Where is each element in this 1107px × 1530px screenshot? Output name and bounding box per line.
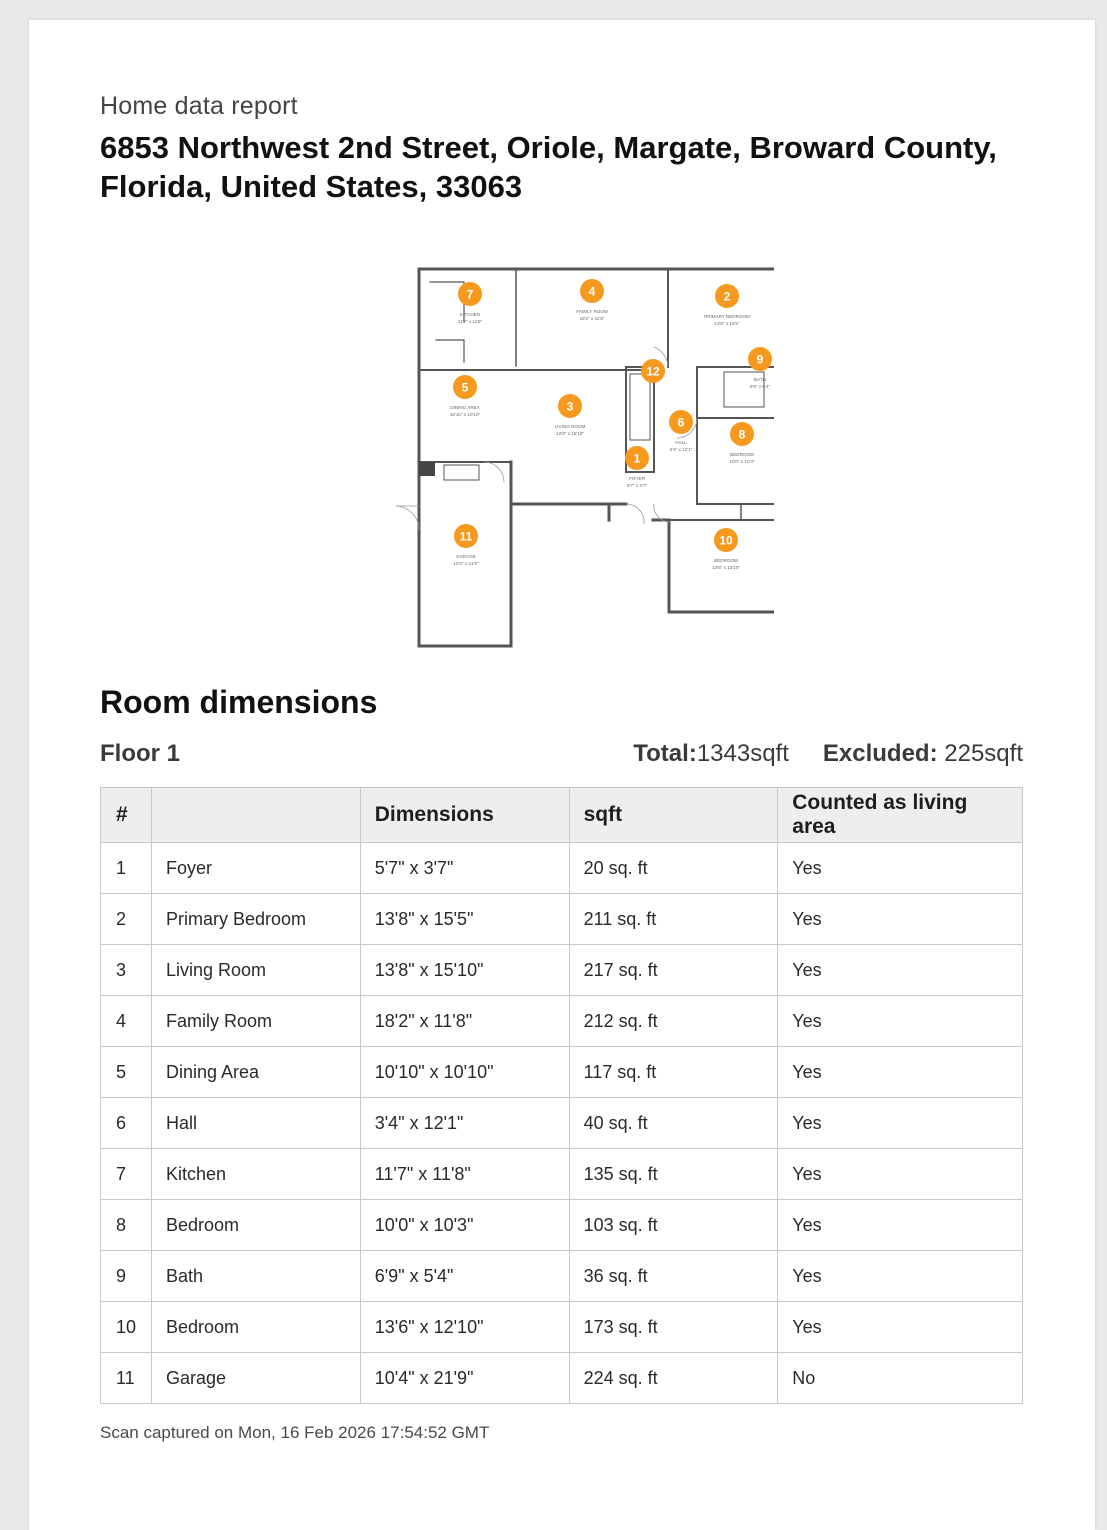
scan-timestamp: Scan captured on Mon, 16 Feb 2026 17:54:52 GMT <box>100 1423 490 1442</box>
room-plan-dimensions: 6'9" x 5'4" <box>749 384 771 389</box>
room-marker-number: 7 <box>466 287 474 302</box>
room-plan-dimensions: 13'6" x 12'10" <box>712 565 740 570</box>
room-sqft: 135 sq. ft <box>569 1149 778 1200</box>
room-plan-dimensions: 10'4" x 21'9" <box>453 561 479 566</box>
room-dimensions: 13'8" x 15'5" <box>360 894 569 945</box>
room-sqft: 20 sq. ft <box>569 843 778 894</box>
table-row <box>101 1200 1023 1251</box>
room-sqft: 117 sq. ft <box>569 1047 778 1098</box>
room-number: 5 <box>101 1047 152 1098</box>
room-marker <box>641 359 665 383</box>
room-name: Bedroom <box>151 1302 360 1353</box>
room-number: 7 <box>101 1149 152 1200</box>
table-row <box>101 945 1023 996</box>
room-plan-dimensions: 3'4" x 12'1" <box>669 447 693 452</box>
room-name: Bath <box>151 1251 360 1302</box>
table-header-row <box>101 788 1023 843</box>
table-row <box>101 1047 1023 1098</box>
room-living-area: Yes <box>778 1302 1023 1353</box>
room-number: 11 <box>101 1353 152 1404</box>
floor-plan-wall-block <box>419 462 435 476</box>
room-marker <box>454 524 478 548</box>
floor-plan <box>364 242 774 652</box>
room-living-area: Yes <box>778 945 1023 996</box>
room-plan-label: BATH <box>754 377 766 382</box>
table-row <box>101 1302 1023 1353</box>
room-marker-number: 8 <box>738 427 746 442</box>
room-plan-label: DINING AREA <box>450 405 480 410</box>
room-marker <box>625 446 649 470</box>
room-marker <box>669 410 693 434</box>
room-marker <box>715 284 739 308</box>
room-number: 3 <box>101 945 152 996</box>
room-plan-dimensions: 13'8" x 15'5" <box>714 321 740 326</box>
room-number: 4 <box>101 996 152 1047</box>
room-sqft: 173 sq. ft <box>569 1302 778 1353</box>
room-name: Foyer <box>151 843 360 894</box>
room-marker <box>580 279 604 303</box>
room-sqft: 217 sq. ft <box>569 945 778 996</box>
room-marker-number: 2 <box>723 289 731 304</box>
room-living-area: Yes <box>778 1200 1023 1251</box>
column-header-number: # <box>101 788 152 843</box>
room-name: Kitchen <box>151 1149 360 1200</box>
room-name: Hall <box>151 1098 360 1149</box>
room-marker <box>558 394 582 418</box>
table-row <box>101 996 1023 1047</box>
room-marker-number: 5 <box>461 380 469 395</box>
room-sqft: 224 sq. ft <box>569 1353 778 1404</box>
room-dimensions: 13'8" x 15'10" <box>360 945 569 996</box>
total-value: 1343sqft <box>696 740 789 767</box>
room-living-area: Yes <box>778 843 1023 894</box>
room-living-area: Yes <box>778 1149 1023 1200</box>
room-dimensions: 10'10" x 10'10" <box>360 1047 569 1098</box>
total-label: Total: <box>633 740 697 767</box>
room-living-area: No <box>778 1353 1023 1404</box>
room-marker-number: 3 <box>566 399 574 414</box>
room-name: Dining Area <box>151 1047 360 1098</box>
room-marker-number: 1 <box>633 451 641 466</box>
excluded-label: Excluded: <box>822 740 938 767</box>
report-page <box>29 20 1095 1530</box>
room-marker-number: 11 <box>459 529 473 544</box>
column-header-dimensions: Dimensions <box>360 788 569 843</box>
room-plan-label: PRIMARY BEDROOM <box>704 314 750 319</box>
room-sqft: 212 sq. ft <box>569 996 778 1047</box>
room-dimensions: 11'7" x 11'8" <box>360 1149 569 1200</box>
room-plan-label: FAMILY ROOM <box>576 309 608 314</box>
room-dimensions: 10'4" x 21'9" <box>360 1353 569 1404</box>
room-dimensions: 6'9" x 5'4" <box>360 1251 569 1302</box>
room-plan-dimensions: 11'7" x 11'8" <box>457 319 483 324</box>
room-name: Garage <box>151 1353 360 1404</box>
table-row <box>101 1098 1023 1149</box>
room-plan-label: HALL <box>675 440 687 445</box>
room-plan-label: LIVING ROOM <box>554 424 586 429</box>
column-header-room <box>151 788 360 843</box>
room-living-area: Yes <box>778 1098 1023 1149</box>
room-marker <box>730 422 754 446</box>
room-name: Primary Bedroom <box>151 894 360 945</box>
room-sqft: 36 sq. ft <box>569 1251 778 1302</box>
room-marker-number: 9 <box>756 352 764 367</box>
room-plan-dimensions: 10'10" x 10'10" <box>449 412 481 417</box>
room-plan-dimensions: 5'7" x 3'7" <box>626 483 648 488</box>
room-dimensions: 3'4" x 12'1" <box>360 1098 569 1149</box>
table-row <box>101 1149 1023 1200</box>
room-plan-dimensions: 18'2" x 11'8" <box>579 316 605 321</box>
room-number: 1 <box>101 843 152 894</box>
room-dimensions: 13'6" x 12'10" <box>360 1302 569 1353</box>
table-row <box>101 1353 1023 1404</box>
room-name: Family Room <box>151 996 360 1047</box>
excluded-value: 225sqft <box>937 740 1023 767</box>
room-marker-number: 4 <box>588 284 596 299</box>
room-dimensions: 18'2" x 11'8" <box>360 996 569 1047</box>
room-plan-label: BEDROOM <box>714 558 738 563</box>
room-dimensions: 10'0" x 10'3" <box>360 1200 569 1251</box>
room-marker <box>714 528 738 552</box>
column-header-living-area: Counted as living area <box>778 788 1023 843</box>
room-living-area: Yes <box>778 894 1023 945</box>
table-body <box>101 843 1023 1404</box>
room-marker <box>748 347 772 371</box>
floor-label: Floor 1 <box>100 740 181 767</box>
room-name: Bedroom <box>151 1200 360 1251</box>
area-totals <box>633 740 1023 768</box>
room-living-area: Yes <box>778 996 1023 1047</box>
column-header-sqft: sqft <box>569 788 778 843</box>
room-plan-dimensions: 10'0" x 10'3" <box>729 459 755 464</box>
room-living-area: Yes <box>778 1047 1023 1098</box>
room-sqft: 103 sq. ft <box>569 1200 778 1251</box>
room-plan-label: GARAGE <box>456 554 476 559</box>
room-dimensions-table <box>100 787 1023 1404</box>
room-plan-dimensions: 13'8" x 15'10" <box>556 431 584 436</box>
room-sqft: 211 sq. ft <box>569 894 778 945</box>
room-number: 9 <box>101 1251 152 1302</box>
room-marker-number: 10 <box>719 533 733 548</box>
table-row <box>101 843 1023 894</box>
room-name: Living Room <box>151 945 360 996</box>
room-marker <box>453 375 477 399</box>
room-living-area: Yes <box>778 1251 1023 1302</box>
property-address: 6853 Northwest 2nd Street, Oriole, Margate, Broward County, Florida, United States, 33063 <box>100 130 997 204</box>
floor-plan-markers <box>453 279 772 552</box>
table-row <box>101 1251 1023 1302</box>
room-dimensions-title: Room dimensions <box>100 684 378 720</box>
report-subtitle: Home data report <box>100 92 298 120</box>
room-sqft: 40 sq. ft <box>569 1098 778 1149</box>
table-row <box>101 894 1023 945</box>
room-plan-label: KITCHEN <box>459 312 481 317</box>
room-number: 10 <box>101 1302 152 1353</box>
room-marker <box>458 282 482 306</box>
room-marker-number: 6 <box>677 415 685 430</box>
room-number: 6 <box>101 1098 152 1149</box>
room-plan-label: FOYER <box>629 476 645 481</box>
room-number: 8 <box>101 1200 152 1251</box>
room-dimensions: 5'7" x 3'7" <box>360 843 569 894</box>
room-plan-label: BEDROOM <box>730 452 754 457</box>
room-marker-number: 12 <box>646 364 660 379</box>
room-number: 2 <box>101 894 152 945</box>
